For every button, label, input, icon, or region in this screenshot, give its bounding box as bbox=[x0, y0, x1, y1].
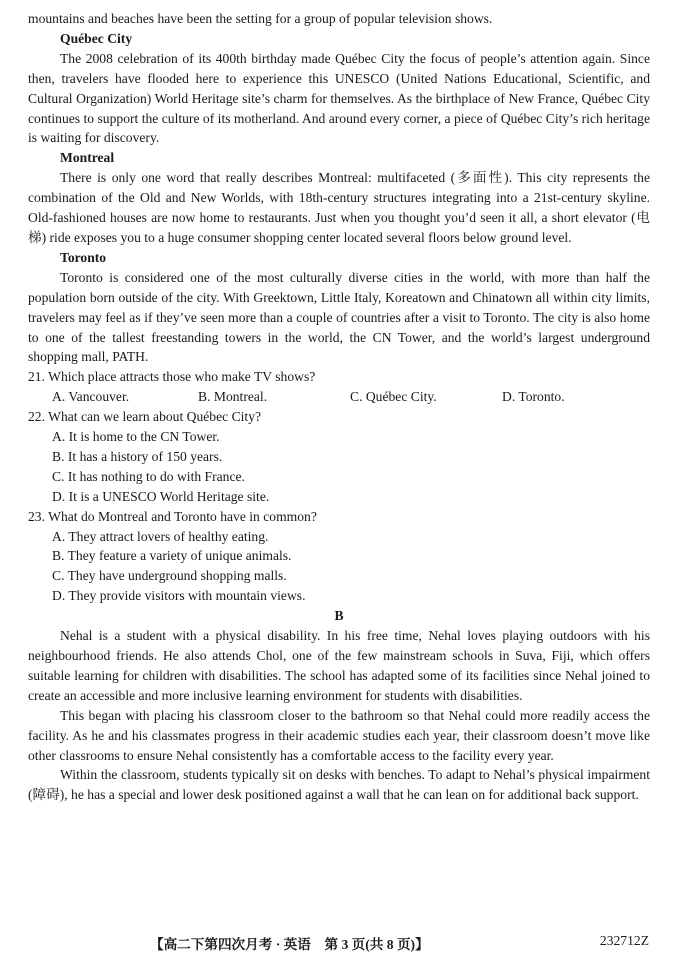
question-21-options bbox=[28, 387, 650, 407]
section-text-montreal: There is only one word that really describes Montreal: multifaceted (多面性). This city represents the combination of the Old and New Worlds, with 18th-century structures integrating into a 21st-century skyline. Old-fashioned houses are now home to restaurants. Just when you thought you’d seen it all, a short elevator (电梯) ride exposes you to a huge consumer shopping center located several floors below ground level. bbox=[28, 170, 650, 245]
page-footer bbox=[0, 933, 677, 953]
intro-tail: mountains and beaches have been the setting for a group of popular television shows. bbox=[28, 11, 493, 26]
option-23-d: D. They provide visitors with mountain views. bbox=[52, 588, 306, 604]
option-23-a: A. They attract lovers of healthy eating. bbox=[52, 528, 269, 544]
section-heading-montreal: Montreal bbox=[60, 150, 115, 166]
page-content bbox=[28, 9, 650, 805]
section-heading-toronto: Toronto bbox=[60, 249, 107, 265]
section-heading-quebec: Québec City bbox=[60, 30, 133, 46]
option-21-c: C. Québec City. bbox=[350, 389, 437, 405]
option-23-c: C. They have underground shopping malls. bbox=[52, 568, 287, 584]
option-22-c: C. It has nothing to do with France. bbox=[52, 468, 245, 484]
option-23-b: B. They feature a variety of unique animals. bbox=[52, 548, 292, 564]
option-22-a: A. It is home to the CN Tower. bbox=[52, 429, 220, 445]
footer-exam-code: 232712Z bbox=[599, 933, 649, 948]
option-22-b: B. It has a history of 150 years. bbox=[52, 448, 223, 464]
question-23: 23. What do Montreal and Toronto have in common? bbox=[28, 508, 317, 524]
part-b-paragraph-1: Nehal is a student with a physical disability. In his free time, Nehal loves playing outdoors with his neighbourhood friends. He also attends Chol, one of the few mainstream schools in Suva, Fiji, which offers suitable learning for children with disabilities. The school has adapted some of its facilities since Nehal joined to create an accessible and more inclusive learning environment for students with disabilities. bbox=[28, 628, 650, 703]
option-21-a: A. Vancouver. bbox=[52, 389, 130, 405]
question-21: 21. Which place attracts those who make TV shows? bbox=[28, 369, 316, 385]
part-b-paragraph-2: This began with placing his classroom closer to the bathroom so that Nehal could more readily access the facility. As he and his classmates progress in their academic studies each year, their classroom doesn’t move like other classrooms to ensure Nehal consistently has a comfortable access to the facility every year. bbox=[28, 707, 650, 763]
option-21-b: B. Montreal. bbox=[198, 389, 268, 405]
option-22-d: D. It is a UNESCO World Heritage site. bbox=[52, 488, 270, 504]
footer-page-info: 【高二下第四次月考 · 英语 第 3 页(共 8 页)】 bbox=[150, 937, 429, 952]
part-b-paragraph-3: Within the classroom, students typically sit on desks with benches. To adapt to Nehal’s physical impairment (障碍), he has a special and lower desk positioned against a wall that he can lean on for additional back support. bbox=[28, 767, 650, 803]
section-text-toronto: Toronto is considered one of the most culturally diverse cities in the world, with more than half the population born outside of the city. With Greektown, Little Italy, Koreatown and Chinatown all within city limits, travelers may feel as if they’ve seen more than a couple of countries after a visit to Toronto. The city is also home to one of the tallest freestanding towers in the world, the CN Tower, and the world’s largest underground shopping mall, PATH. bbox=[28, 269, 650, 365]
part-b-label: B bbox=[334, 608, 344, 624]
option-21-d: D. Toronto. bbox=[502, 389, 565, 405]
question-22: 22. What can we learn about Québec City? bbox=[28, 409, 262, 425]
section-text-quebec: The 2008 celebration of its 400th birthday made Québec City the focus of people’s attention again. Since then, travelers have flooded here to experience this UNESCO (United Nations Educational, Scientific, and Cultural Organization) World Heritage site’s charm for themselves. As the birthplace of New France, Québec City continues to support the culture of its motherland. And around every corner, a piece of Québec City’s rich heritage is waiting for discovery. bbox=[28, 50, 650, 146]
